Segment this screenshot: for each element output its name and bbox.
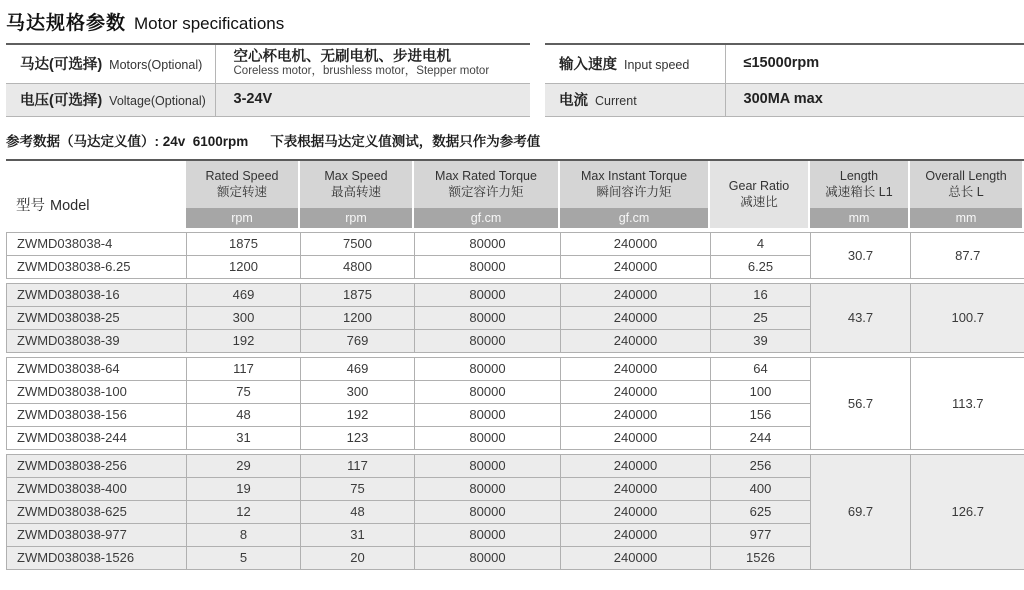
model-cell: ZWMD038038-4	[7, 232, 187, 255]
max-rated-torque-cell: 80000	[415, 357, 561, 380]
max-instant-torque-cell: 240000	[561, 454, 711, 477]
max-rated-torque-cell: 80000	[415, 426, 561, 449]
unit-max-speed: rpm	[300, 208, 414, 228]
motors-label	[6, 44, 215, 83]
input-speed-label-en: Input speed	[624, 58, 690, 73]
model-cell: ZWMD038038-256	[7, 454, 187, 477]
max-rated-torque-cell: 80000	[415, 283, 561, 306]
motors-value-zh: 空心杯电机、无刷电机、步进电机	[233, 48, 451, 65]
max-rated-torque-cell: 80000	[415, 523, 561, 546]
overall-length-cell: 100.7	[911, 283, 1024, 352]
gear-ratio-cell: 156	[711, 403, 811, 426]
column-header-max-speed: Max Speed 最高转速	[300, 161, 414, 208]
gear-ratio-cell: 16	[711, 283, 811, 306]
table-row	[7, 232, 1024, 255]
model-cell: ZWMD038038-977	[7, 523, 187, 546]
voltage-label	[6, 83, 215, 116]
voltage-row	[6, 83, 530, 116]
table-row	[7, 357, 1024, 380]
max-instant-torque-cell: 240000	[561, 255, 711, 278]
motors-label-zh: 马达(可选择)	[20, 57, 103, 74]
max-rated-torque-cell: 80000	[415, 546, 561, 569]
rated-speed-cell: 300	[187, 306, 301, 329]
max-instant-torque-cell: 240000	[561, 306, 711, 329]
max-speed-cell: 20	[301, 546, 415, 569]
rated-speed-cell: 75	[187, 380, 301, 403]
rated-speed-cell: 5	[187, 546, 301, 569]
column-header-length-l1: Length 减速箱长 L1	[810, 161, 910, 208]
gear-ratio-cell: 256	[711, 454, 811, 477]
motors-row	[6, 44, 530, 83]
current-label-zh: 电流	[559, 93, 588, 109]
max-instant-torque-cell: 240000	[561, 329, 711, 352]
spec-group-3	[6, 357, 1024, 450]
gear-ratio-cell: 100	[711, 380, 811, 403]
model-cell: ZWMD038038-39	[7, 329, 187, 352]
gear-ratio-cell: 6.25	[711, 255, 811, 278]
overall-length-cell: 87.7	[911, 232, 1024, 278]
spec-table-header	[6, 159, 1024, 228]
rated-speed-cell: 117	[187, 357, 301, 380]
voltage-label-en: Voltage(Optional)	[109, 94, 206, 108]
reference-note-conditions: 参考数据（马达定义值）: 24v 6100rpm	[6, 133, 249, 149]
header-label-row	[6, 161, 1024, 208]
current-value: 300MA max	[725, 83, 1024, 116]
input-speed-label	[545, 44, 725, 83]
rated-speed-cell: 48	[187, 403, 301, 426]
max-speed-cell: 48	[301, 500, 415, 523]
page-title-zh: 马达规格参数	[6, 13, 127, 34]
gear-ratio-cell: 25	[711, 306, 811, 329]
max-instant-torque-cell: 240000	[561, 232, 711, 255]
max-rated-torque-cell: 80000	[415, 403, 561, 426]
max-rated-torque-cell: 80000	[415, 454, 561, 477]
length-l1-cell: 43.7	[811, 283, 911, 352]
max-speed-cell: 7500	[301, 232, 415, 255]
table-row	[7, 454, 1024, 477]
voltage-value: 3-24V	[215, 83, 530, 116]
unit-overall-length: mm	[910, 208, 1024, 228]
column-header-max-instant-torque: Max Instant Torque 瞬间容许力矩	[560, 161, 710, 208]
motors-value	[215, 44, 530, 83]
max-rated-torque-cell: 80000	[415, 306, 561, 329]
model-cell: ZWMD038038-16	[7, 283, 187, 306]
max-speed-cell: 75	[301, 477, 415, 500]
gear-ratio-cell: 977	[711, 523, 811, 546]
model-cell: ZWMD038038-64	[7, 357, 187, 380]
column-header-gear-ratio: Gear Ratio 减速比	[710, 161, 810, 228]
model-cell: ZWMD038038-400	[7, 477, 187, 500]
reference-note	[6, 130, 1024, 150]
motors-value-en: Coreless motor，brushless motor，Stepper motor	[233, 65, 490, 78]
overall-length-cell: 126.7	[911, 454, 1024, 569]
model-cell: ZWMD038038-1526	[7, 546, 187, 569]
max-instant-torque-cell: 240000	[561, 357, 711, 380]
rated-speed-cell: 8	[187, 523, 301, 546]
spec-group-4	[6, 454, 1024, 570]
max-rated-torque-cell: 80000	[415, 232, 561, 255]
top-summary-tables	[6, 43, 1024, 117]
max-instant-torque-cell: 240000	[561, 426, 711, 449]
max-instant-torque-cell: 240000	[561, 477, 711, 500]
electrical-table	[545, 43, 1024, 117]
reference-note-disclaimer: 下表根据马达定义值测试，数据只作为参考值	[270, 133, 541, 149]
max-speed-cell: 1875	[301, 283, 415, 306]
rated-speed-cell: 1200	[187, 255, 301, 278]
spec-table	[6, 159, 1024, 570]
max-rated-torque-cell: 80000	[415, 477, 561, 500]
max-speed-cell: 31	[301, 523, 415, 546]
current-row	[545, 83, 1024, 116]
max-instant-torque-cell: 240000	[561, 500, 711, 523]
max-rated-torque-cell: 80000	[415, 380, 561, 403]
model-cell: ZWMD038038-625	[7, 500, 187, 523]
gear-ratio-cell: 400	[711, 477, 811, 500]
model-cell: ZWMD038038-244	[7, 426, 187, 449]
table-row	[7, 283, 1024, 306]
max-speed-cell: 192	[301, 403, 415, 426]
length-l1-cell: 56.7	[811, 357, 911, 449]
input-speed-label-zh: 输入速度	[559, 57, 617, 74]
length-l1-cell: 30.7	[811, 232, 911, 278]
max-instant-torque-cell: 240000	[561, 403, 711, 426]
max-speed-cell: 123	[301, 426, 415, 449]
column-header-model	[6, 161, 186, 228]
column-header-overall-length: Overall Length 总长 L	[910, 161, 1024, 208]
gear-ratio-cell: 39	[711, 329, 811, 352]
model-cell: ZWMD038038-6.25	[7, 255, 187, 278]
model-cell: ZWMD038038-100	[7, 380, 187, 403]
overall-length-cell: 113.7	[911, 357, 1024, 449]
current-label	[545, 83, 725, 116]
gear-ratio-cell: 64	[711, 357, 811, 380]
motors-label-en: Motors(Optional)	[109, 58, 203, 73]
rated-speed-cell: 12	[187, 500, 301, 523]
max-rated-torque-cell: 80000	[415, 500, 561, 523]
max-instant-torque-cell: 240000	[561, 546, 711, 569]
gear-ratio-cell: 4	[711, 232, 811, 255]
rated-speed-cell: 31	[187, 426, 301, 449]
input-speed-value: ≤15000rpm	[725, 44, 1024, 83]
rated-speed-cell: 469	[187, 283, 301, 306]
max-speed-cell: 469	[301, 357, 415, 380]
input-speed-row	[545, 44, 1024, 83]
max-speed-cell: 4800	[301, 255, 415, 278]
unit-max-rated-torque: gf.cm	[414, 208, 560, 228]
rated-speed-cell: 29	[187, 454, 301, 477]
gear-ratio-cell: 1526	[711, 546, 811, 569]
gear-ratio-cell: 244	[711, 426, 811, 449]
model-header-en: Model	[50, 197, 90, 214]
model-cell: ZWMD038038-25	[7, 306, 187, 329]
unit-length-l1: mm	[810, 208, 910, 228]
voltage-label-zh: 电压(可选择)	[20, 93, 103, 109]
max-speed-cell: 300	[301, 380, 415, 403]
max-instant-torque-cell: 240000	[561, 283, 711, 306]
unit-rated-speed: rpm	[186, 208, 300, 228]
model-header-zh: 型号	[16, 197, 45, 214]
max-instant-torque-cell: 240000	[561, 380, 711, 403]
model-cell: ZWMD038038-156	[7, 403, 187, 426]
gear-ratio-cell: 625	[711, 500, 811, 523]
rated-speed-cell: 19	[187, 477, 301, 500]
page-title-en: Motor specifications	[134, 14, 285, 33]
spec-group-2	[6, 283, 1024, 353]
rated-speed-cell: 1875	[187, 232, 301, 255]
max-speed-cell: 1200	[301, 306, 415, 329]
max-speed-cell: 769	[301, 329, 415, 352]
unit-max-instant-torque: gf.cm	[560, 208, 710, 228]
column-header-rated-speed: Rated Speed 额定转速	[186, 161, 300, 208]
motor-options-table	[6, 43, 530, 117]
max-instant-torque-cell: 240000	[561, 523, 711, 546]
current-label-en: Current	[595, 94, 637, 108]
max-rated-torque-cell: 80000	[415, 329, 561, 352]
page-title	[6, 8, 1024, 35]
max-rated-torque-cell: 80000	[415, 255, 561, 278]
rated-speed-cell: 192	[187, 329, 301, 352]
max-speed-cell: 117	[301, 454, 415, 477]
column-header-max-rated-torque: Max Rated Torque 额定容许力矩	[414, 161, 560, 208]
spec-group-1	[6, 232, 1024, 279]
length-l1-cell: 69.7	[811, 454, 911, 569]
spec-table-body	[6, 232, 1024, 570]
